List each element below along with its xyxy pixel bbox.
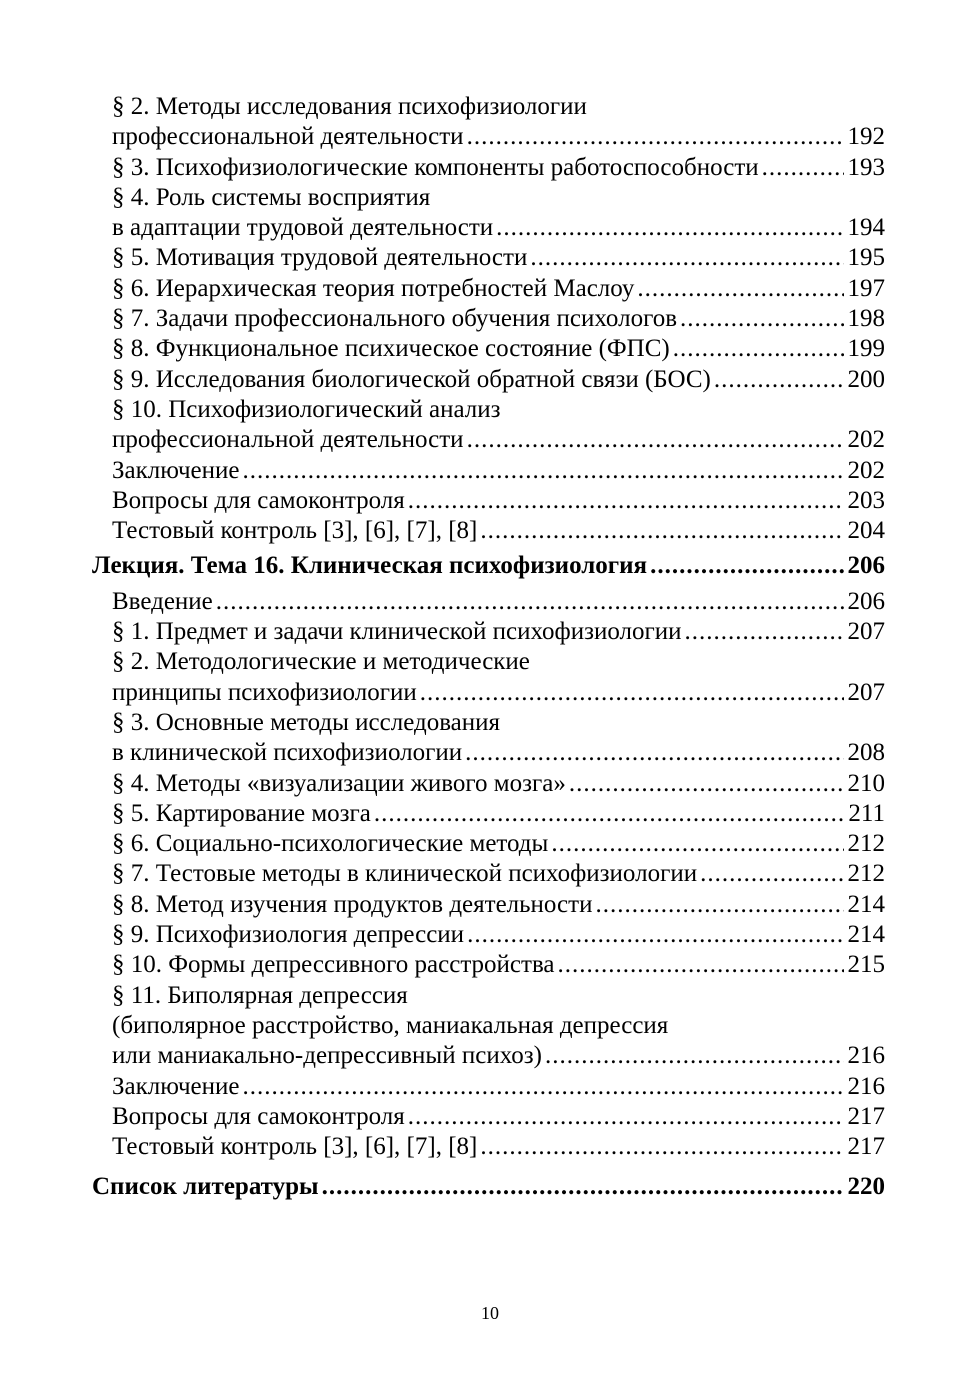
toc-entry	[92, 153, 885, 183]
toc-entry-page: 198	[847, 305, 885, 333]
toc-entry-title: § 5. Картирование мозга	[112, 799, 371, 827]
dot-leader	[467, 122, 844, 152]
toc-entry-title: § 5. Мотивация трудовой деятельности	[112, 244, 528, 272]
dot-leader	[467, 425, 844, 455]
toc-entry	[92, 395, 885, 425]
toc-entry	[92, 859, 885, 889]
toc-entry-title: (биполярное расстройство, маниакальная депрессия	[112, 1011, 669, 1039]
toc-entry-page: 206	[847, 552, 885, 580]
toc-entry-page: 212	[847, 830, 885, 858]
toc-entry-title: § 7. Задачи профессионального обучения психологов	[112, 305, 678, 333]
toc-entry-title: принципы психофизиологии	[112, 678, 417, 706]
toc-entry-title: профессиональной деятельности	[112, 123, 464, 151]
toc-entry-title: Лекция. Тема 16. Клиническая психофизиология	[92, 552, 648, 580]
toc-entry	[92, 92, 885, 122]
toc-entry-title: § 9. Психофизиология депрессии	[112, 921, 465, 949]
toc-entry-page: 215	[847, 951, 885, 979]
toc-entry	[92, 587, 885, 617]
toc-entry-page: 200	[847, 365, 885, 393]
toc-entry-page: 206	[847, 587, 885, 615]
toc-entry-title: § 1. Предмет и задачи клинической психофизиологии	[112, 618, 682, 646]
dot-leader	[408, 486, 844, 516]
toc-entry	[92, 769, 885, 799]
dot-leader	[680, 304, 843, 334]
toc-entry	[92, 708, 885, 738]
toc-entry-page: 194	[847, 214, 885, 242]
toc-entry	[92, 516, 885, 546]
dot-leader	[420, 678, 844, 708]
toc-entry-title: § 8. Функциональное психическое состояние (ФПС)	[112, 335, 670, 363]
toc-entry-page: 208	[847, 739, 885, 767]
toc-entry	[92, 425, 885, 455]
toc-entry	[92, 647, 885, 677]
toc-entry-page: 204	[847, 517, 885, 545]
toc-entry-title: или маниакально-депрессивный психоз)	[112, 1042, 542, 1070]
toc-entry	[92, 950, 885, 980]
toc-entry-page: 202	[847, 456, 885, 484]
dot-leader	[374, 799, 845, 829]
dot-leader	[637, 274, 843, 304]
toc-entry-page: 197	[847, 274, 885, 302]
toc-entry-page: 210	[847, 769, 885, 797]
dot-leader	[243, 1072, 844, 1102]
toc-entry-page: 195	[847, 244, 885, 272]
toc-entry-title: § 2. Методы исследования психофизиологии	[112, 93, 587, 120]
toc-entry-page: 211	[848, 799, 885, 827]
toc-entry-title: § 6. Иерархическая теория потребностей Маслоу	[112, 274, 635, 302]
toc-entry-title: § 3. Основные методы исследования	[112, 708, 501, 736]
toc-entry-title: Заключение	[112, 1072, 240, 1100]
dot-leader	[496, 213, 843, 243]
toc-entry	[92, 1102, 885, 1132]
toc-section-heading	[92, 551, 885, 581]
toc-entry-page: 207	[847, 678, 885, 706]
toc-entry-page: 192	[847, 123, 885, 151]
dot-leader	[480, 1132, 843, 1162]
toc-entry-title: § 10. Формы депрессивного расстройства	[112, 951, 555, 979]
toc-entry	[92, 1072, 885, 1102]
toc-entry-title: профессиональной деятельности	[112, 426, 464, 454]
toc-entry	[92, 243, 885, 273]
toc-entry	[92, 890, 885, 920]
toc-entry-page: 212	[847, 860, 885, 888]
toc-entry	[92, 1132, 885, 1162]
dot-leader	[714, 365, 844, 395]
dot-leader	[408, 1102, 844, 1132]
toc-entry-page: 216	[847, 1072, 885, 1100]
toc-entry	[92, 981, 885, 1011]
toc-entry	[92, 456, 885, 486]
page-number: 10	[481, 1303, 499, 1323]
toc-entry-title: § 10. Психофизиологический анализ	[112, 395, 501, 423]
dot-leader	[216, 587, 844, 617]
toc-entry-title: § 11. Биполярная депрессия	[112, 981, 408, 1009]
toc-entry-page: 220	[847, 1173, 885, 1201]
toc-entry-page: 199	[847, 335, 885, 363]
dot-leader	[480, 516, 843, 546]
toc-entry	[92, 213, 885, 243]
toc-entry-page: 214	[847, 921, 885, 949]
toc-entry	[92, 486, 885, 516]
toc-entry-title: Список литературы	[92, 1173, 319, 1201]
toc-entry-page: 216	[847, 1042, 885, 1070]
dot-leader	[465, 738, 843, 768]
toc-entry	[92, 274, 885, 304]
toc-entry	[92, 799, 885, 829]
toc-entry-title: Тестовый контроль [3], [6], [7], [8]	[112, 1133, 478, 1161]
toc-section-heading	[92, 1172, 885, 1202]
toc-entry-title: Тестовый контроль [3], [6], [7], [8]	[112, 517, 478, 545]
toc-entry-title: Введение	[112, 587, 213, 615]
dot-leader	[322, 1172, 844, 1202]
toc-entry	[92, 1041, 885, 1071]
toc-entry-title: § 9. Исследования биологической обратной связи (БОС)	[112, 365, 711, 393]
dot-leader	[700, 859, 843, 889]
toc-entry-title: в клинической психофизиологии	[112, 739, 463, 767]
toc-entry-page: 217	[847, 1133, 885, 1161]
toc-entry	[92, 1011, 885, 1041]
toc-entry-title: Вопросы для самоконтроля	[112, 486, 405, 514]
toc-entry-title: Заключение	[112, 456, 240, 484]
dot-leader	[551, 829, 843, 859]
toc-entry-page: 193	[847, 153, 885, 181]
toc-entry-title: § 2. Методологические и методические	[112, 648, 530, 676]
toc-entry-title: § 8. Метод изучения продуктов деятельности	[112, 890, 593, 918]
toc-entry-title: § 7. Тестовые методы в клинической психофизиологии	[112, 860, 698, 888]
dot-leader	[467, 920, 843, 950]
dot-leader	[545, 1041, 844, 1071]
toc-entry-page: 214	[847, 890, 885, 918]
toc-entry	[92, 617, 885, 647]
toc-entry-title: Вопросы для самоконтроля	[112, 1102, 405, 1130]
dot-leader	[530, 243, 843, 273]
toc-entry-title: в адаптации трудовой деятельности	[112, 214, 494, 242]
toc-entry-page: 202	[847, 426, 885, 454]
table-of-contents	[92, 92, 885, 1203]
toc-entry-title: § 6. Социально-психологические методы	[112, 830, 549, 858]
dot-leader	[595, 890, 843, 920]
toc-entry-page: 207	[847, 618, 885, 646]
dot-leader	[558, 950, 844, 980]
dot-leader	[243, 456, 844, 486]
toc-entry	[92, 183, 885, 213]
toc-entry-title: § 4. Методы «визуализации живого мозга»	[112, 769, 566, 797]
toc-entry	[92, 829, 885, 859]
toc-entry	[92, 678, 885, 708]
dot-leader	[685, 617, 844, 647]
toc-entry	[92, 920, 885, 950]
toc-entry	[92, 304, 885, 334]
dot-leader	[569, 769, 844, 799]
toc-entry-page: 203	[847, 486, 885, 514]
toc-entry-page: 217	[847, 1102, 885, 1130]
dot-leader	[673, 334, 844, 364]
dot-leader	[762, 153, 844, 183]
toc-entry-title: § 3. Психофизиологические компоненты работоспособности	[112, 153, 759, 181]
toc-entry	[92, 365, 885, 395]
dot-leader	[650, 551, 843, 581]
toc-entry	[92, 122, 885, 152]
toc-entry-title: § 4. Роль системы восприятия	[112, 183, 431, 211]
toc-entry	[92, 738, 885, 768]
toc-entry	[92, 334, 885, 364]
